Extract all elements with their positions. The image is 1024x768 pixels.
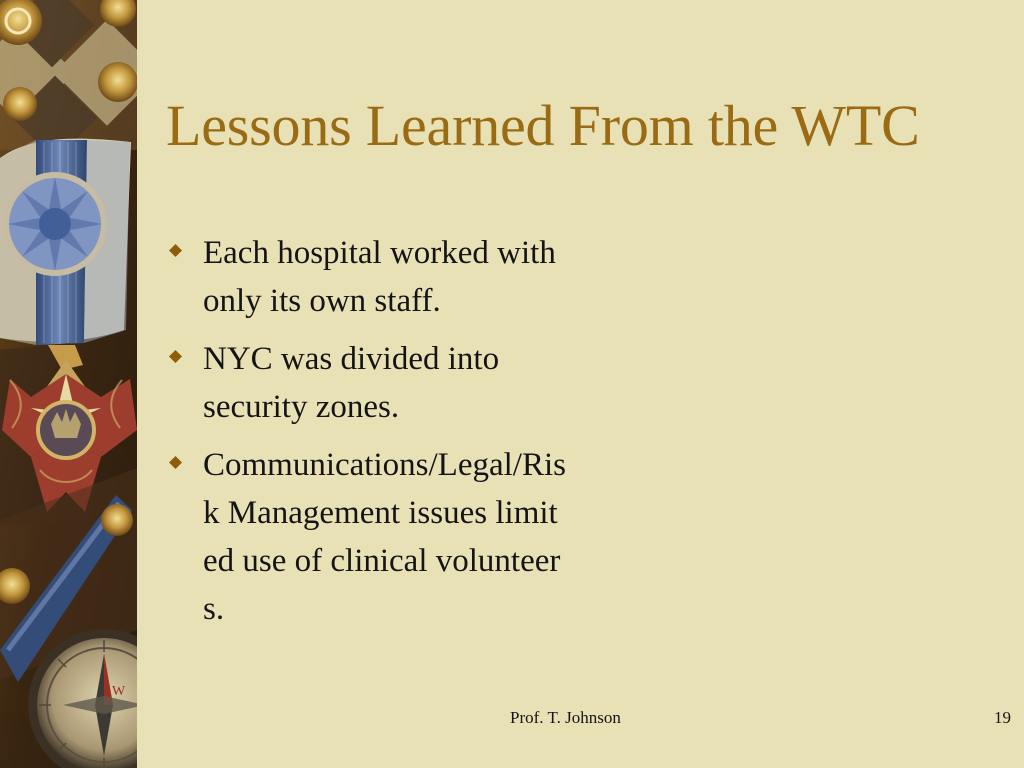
diamond-bullet-icon xyxy=(169,456,182,469)
footer-author: Prof. T. Johnson xyxy=(510,708,621,727)
diamond-bullet-icon xyxy=(169,244,182,257)
bullet-text: NYC was divided into security zones. xyxy=(203,341,500,425)
bullet-item xyxy=(166,441,568,633)
slide-title: Lessons Learned From the WTC xyxy=(166,93,920,158)
bullet-text: Communications/Legal/Risk Management issues limited use of clinical volunteers. xyxy=(203,447,566,627)
bullet-text: Each hospital worked with only its own staff. xyxy=(203,235,556,319)
svg-text:W: W xyxy=(112,684,126,699)
bullet-item xyxy=(166,335,568,431)
page-number: 19 xyxy=(994,708,1011,727)
bullet-item xyxy=(166,229,568,325)
medal-sidebar-image xyxy=(0,0,137,768)
diamond-bullet-icon xyxy=(169,350,182,363)
bullet-list xyxy=(166,229,568,643)
